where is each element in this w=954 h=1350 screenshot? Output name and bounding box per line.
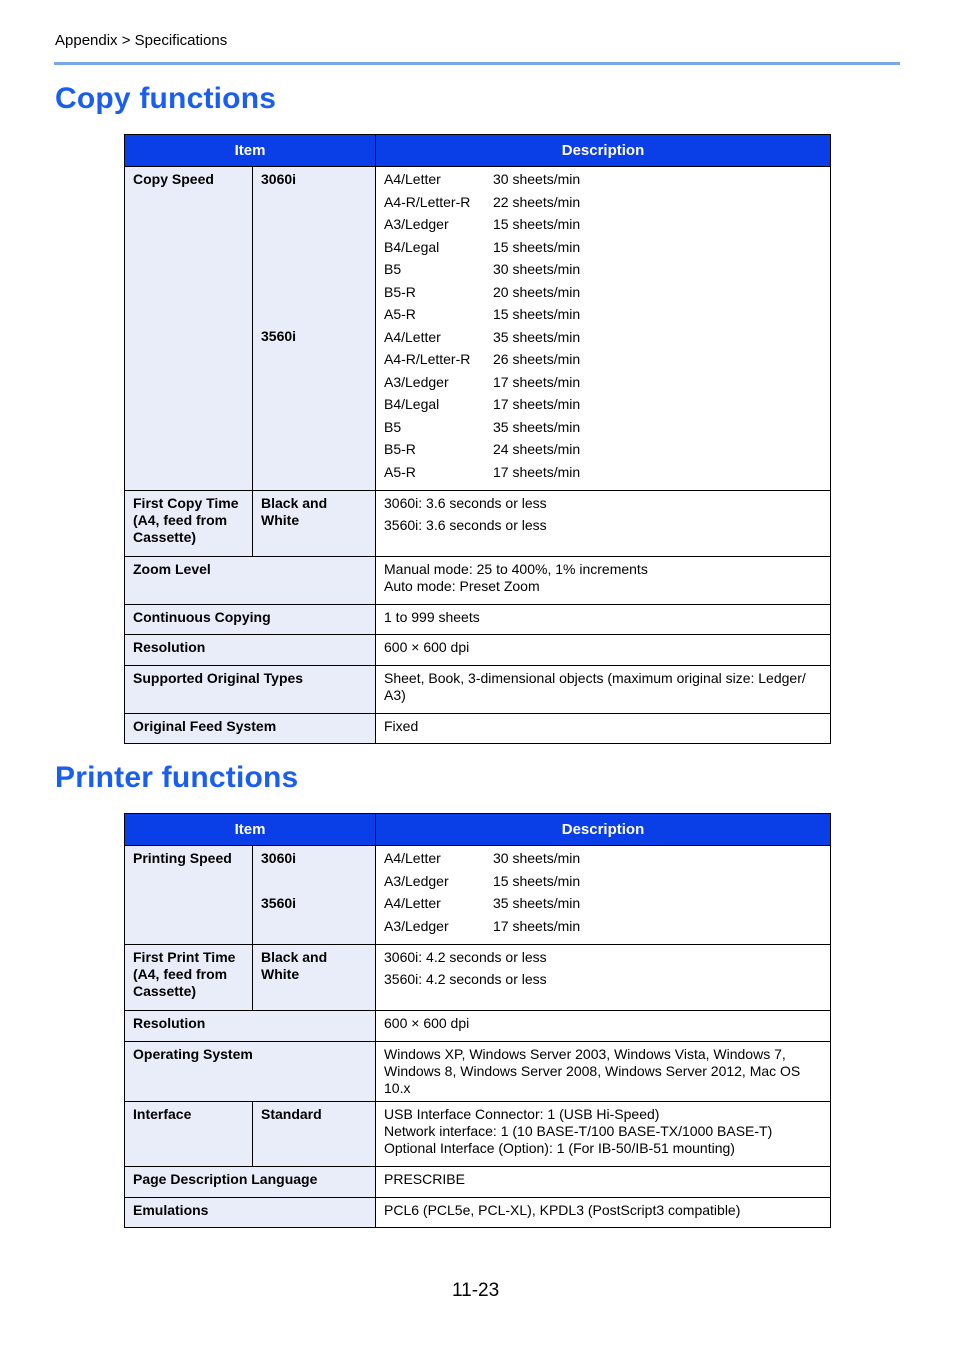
first-copy-time-values: 3060i: 3.6 seconds or less 3560i: 3.6 seconds or less [376, 491, 831, 557]
first-copy-time-label: First Copy Time (A4, feed from Cassette) [125, 491, 253, 557]
printer-resolution-label: Resolution [125, 1011, 376, 1042]
zoom-level-values: Manual mode: 25 to 400%, 1% increments Auto mode: Preset Zoom [376, 557, 831, 605]
pdl-label: Page Description Language [125, 1167, 376, 1198]
copy-speed-models [253, 167, 376, 491]
table-row [125, 666, 831, 714]
table-row [125, 635, 831, 666]
operating-system-label: Operating System [125, 1042, 376, 1102]
continuous-copying-value: 1 to 999 sheets [376, 605, 831, 635]
supported-original-types-label: Supported Original Types [125, 666, 376, 714]
first-print-time-sub: Black and White [253, 945, 376, 1011]
printing-speed-models [253, 846, 376, 945]
page-number: 11-23 [452, 1280, 500, 1301]
table-row [125, 714, 831, 744]
table-row [125, 945, 831, 1011]
header-description: Description [376, 814, 831, 846]
model-3060i: 3060i [261, 171, 297, 187]
model-3060i: 3060i [261, 850, 297, 866]
table-row [125, 1011, 831, 1042]
printer-resolution-value: 600 × 600 dpi [376, 1011, 831, 1042]
header-rule [54, 62, 900, 65]
operating-system-value: Windows XP, Windows Server 2003, Windows Vista, Windows 7, Windows 8, Windows Server 2008, Windows Server 2012, Mac OS 10.x [376, 1042, 831, 1102]
list-item: A4/Letter 35 sheets/min [384, 895, 581, 911]
first-print-time-label: First Print Time (A4, feed from Cassette) [125, 945, 253, 1011]
printing-speed-values [376, 846, 831, 945]
table-header-row [125, 135, 831, 167]
list-item: B5 35 sheets/min [384, 418, 581, 435]
list-item: A4/Letter 30 sheets/min [384, 850, 581, 866]
list-item: B5-R 24 sheets/min [384, 441, 581, 457]
list-item: B5 30 sheets/min [384, 261, 581, 277]
header-description: Description [376, 135, 831, 167]
list-item: B5-R 20 sheets/min [384, 283, 581, 300]
list-item: A4-R/Letter-R 22 sheets/min [384, 193, 581, 210]
supported-original-types-value: Sheet, Book, 3-dimensional objects (maximum original size: Ledger/ A3) [376, 666, 831, 714]
list-item: A3/Ledger 17 sheets/min [384, 373, 581, 390]
pdl-value: PRESCRIBE [376, 1167, 831, 1198]
table-row [125, 167, 831, 491]
table-row [125, 605, 831, 635]
table-row [125, 1198, 831, 1228]
continuous-copying-label: Continuous Copying [125, 605, 376, 635]
breadcrumb: Appendix > Specifications [55, 32, 228, 49]
header-item: Item [125, 814, 376, 846]
original-feed-system-value: Fixed [376, 714, 831, 744]
table-header-row [125, 814, 831, 846]
first-copy-time-sub: Black and White [253, 491, 376, 557]
table-row [125, 491, 831, 557]
header-item: Item [125, 135, 376, 167]
list-item: A4-R/Letter-R 26 sheets/min [384, 351, 581, 367]
table-row [125, 1102, 831, 1167]
list-item: A3/Ledger 17 sheets/min [384, 917, 581, 934]
resolution-value: 600 × 600 dpi [376, 635, 831, 666]
zoom-level-label: Zoom Level [125, 557, 376, 605]
interface-sub: Standard [253, 1102, 376, 1167]
copy-speed-label: Copy Speed [125, 167, 253, 491]
emulations-label: Emulations [125, 1198, 376, 1228]
table-row [125, 1042, 831, 1102]
list-item: A5-R 17 sheets/min [384, 463, 581, 480]
model-3560i: 3560i [261, 328, 297, 344]
original-feed-system-label: Original Feed System [125, 714, 376, 744]
printer-functions-table [124, 813, 831, 1228]
list-item: A4/Letter 30 sheets/min [384, 171, 581, 187]
model-3560i: 3560i [261, 895, 297, 911]
emulations-value: PCL6 (PCL5e, PCL-XL), KPDL3 (PostScript3 compatible) [376, 1198, 831, 1228]
table-row [125, 1167, 831, 1198]
printing-speed-label: Printing Speed [125, 846, 253, 945]
copy-speed-values [376, 167, 831, 491]
table-row [125, 557, 831, 605]
interface-values: USB Interface Connector: 1 (USB Hi-Speed) Network interface: 1 (10 BASE-T/100 BASE-TX/1000 BASE-T) Optional Interface (Option): 1 (For IB-50/IB-51 mounting) [376, 1102, 831, 1167]
list-item: A4/Letter 35 sheets/min [384, 328, 581, 345]
list-item: A5-R 15 sheets/min [384, 306, 581, 322]
copy-functions-heading: Copy functions [55, 82, 277, 115]
first-print-time-values: 3060i: 4.2 seconds or less 3560i: 4.2 seconds or less [376, 945, 831, 1011]
copy-functions-table [124, 134, 831, 744]
list-item: B4/Legal 17 sheets/min [384, 396, 581, 412]
interface-label: Interface [125, 1102, 253, 1167]
list-item: A3/Ledger 15 sheets/min [384, 216, 581, 232]
list-item: A3/Ledger 15 sheets/min [384, 872, 581, 889]
list-item: B4/Legal 15 sheets/min [384, 238, 581, 255]
table-row [125, 846, 831, 945]
resolution-label: Resolution [125, 635, 376, 666]
printer-functions-heading: Printer functions [55, 761, 299, 794]
